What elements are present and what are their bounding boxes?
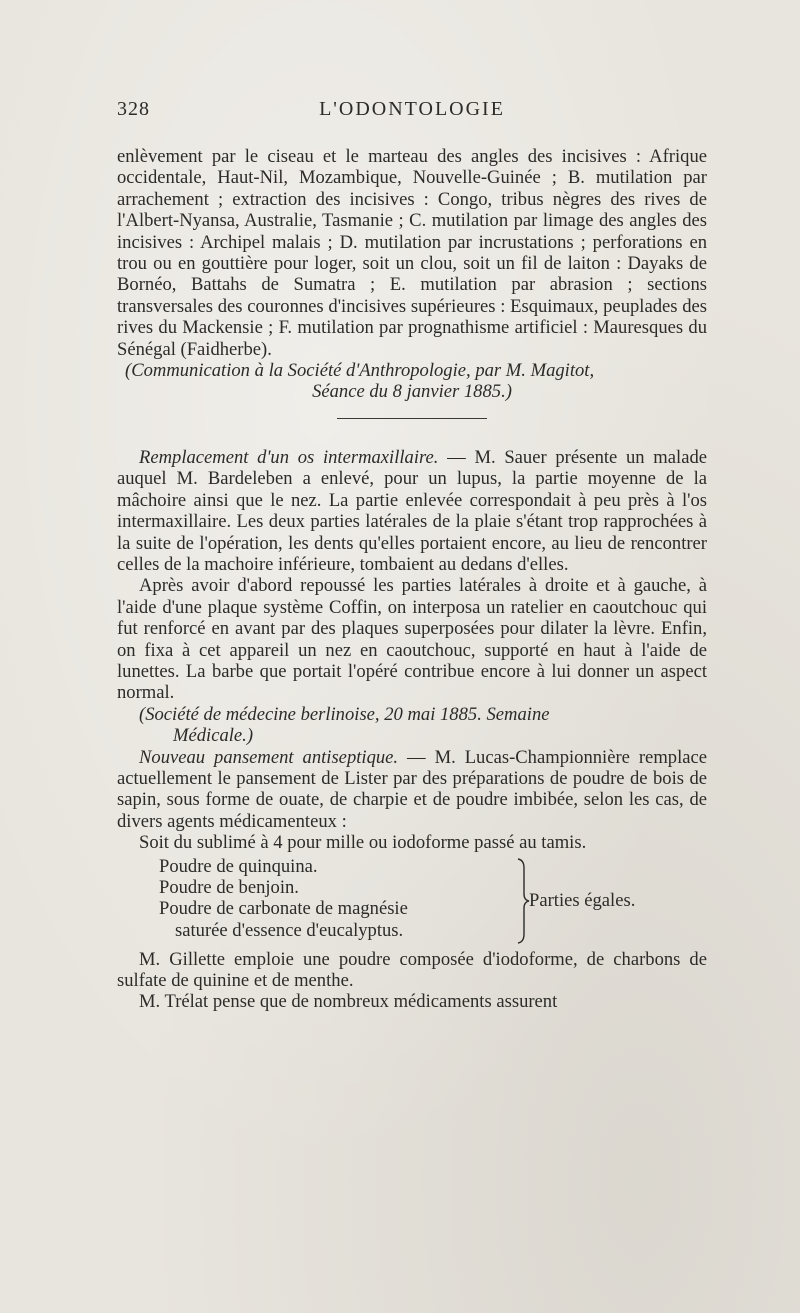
source-anthropologie-line1: (Communication à la Société d'Anthropologie, par M. Magitot, bbox=[125, 360, 595, 382]
paragraph-sublime: Soit du sublimé à 4 pour mille ou iodoforme passé au tamis. bbox=[139, 832, 587, 854]
source-berlin-line2-wrap bbox=[117, 725, 707, 746]
paragraph-mutilations: enlèvement par le ciseau et le marteau des angles des incisives : Afrique occidentale, Haut-Nil, Mozambique, Nouvelle-Guinée ; B. mutilation par arrachement ; extraction des incisives : Congo, tribus nègres des rives de l'Albert-Nyansa, Australie, Tasmanie ; C. mutilation par limage des angles des incisives : Archipel malais ; D. mutilation par incrustations ; perforations en trou ou en gouttière pour loger, soit un clou, soit un fil de laiton : Dayaks de Bornéo, Battahs de Sumatra ; E. mutilation par abrasion ; sections transversales des couronnes d'incisives supérieures : Esquimaux, peuplades des rives du Mackensie ; F. mutilation par prognathisme artificiel : Mauresques du Sénégal (Faidherbe). bbox=[117, 146, 707, 360]
source-anthropologie-line2-wrap bbox=[117, 381, 707, 402]
source-berlin-line1-wrap bbox=[117, 704, 707, 725]
running-head bbox=[117, 98, 707, 128]
page-number: 328 bbox=[117, 98, 150, 120]
source-berlin-line2: Médicale.) bbox=[173, 725, 254, 747]
paragraph-intermaxillaire bbox=[117, 447, 707, 575]
section-divider bbox=[337, 418, 487, 419]
paragraph-gillette: M. Gillette emploie une poudre composée d'iodoforme, de charbons de sulfate de quinine et de menthe. bbox=[117, 948, 707, 991]
paragraph-appareil: Après avoir d'abord repoussé les parties latérales à droite et à gauche, à l'aide d'une plaque système Coffin, on interposa un ratelier en caoutchouc qui fut renforcé en avant par des plaques superposées pour dilater la lèvre. Enfin, on fixa à cet appareil un nez en caoutchouc, supporté en haut à l'aide de lunettes. La barbe que portait l'opéré contribue encore à lui donner un aspect normal. bbox=[117, 575, 707, 704]
formula-lines bbox=[159, 856, 511, 942]
paragraph-pansement-title: Nouveau pansement antiseptique. bbox=[139, 746, 399, 768]
formula-block bbox=[117, 856, 707, 946]
paragraph-pansement-text: — M. Lucas-Championnière remplace actuellement le pansement de Lister par des préparations de poudre de bois de sapin, sous forme de ouate, de charpie et de poudre imbibée, selon les cas, de divers agents médicamenteux : bbox=[117, 746, 707, 832]
paragraph-pansement bbox=[117, 747, 707, 833]
source-berlin-line1: (Société de médecine berlinoise, 20 mai 1885. Semaine bbox=[139, 703, 550, 725]
source-anthropologie bbox=[117, 360, 707, 381]
formula-line-carbonate: Poudre de carbonate de magnésie bbox=[159, 898, 408, 920]
formula-line-benjoin: Poudre de benjoin. bbox=[159, 877, 299, 898]
source-anthropologie-line2: Séance du 8 janvier 1885.) bbox=[312, 381, 512, 403]
paragraph-intermaxillaire-text: — M. Sauer présente un malade auquel M. Bardeleben a enlevé, pour un lupus, la partie moyenne de la mâchoire ainsi que le nez. La partie enlevée correspondait à peu près à l'os intermaxillaire. Les deux parties latérales de la plaie s'étant trop rapprochées à la suite de l'opération, les dents qu'elles portaient encore, au lieu de rencontrer celles de la machoire inférieure, tombaient au dedans d'elles. bbox=[117, 446, 707, 575]
formula-line-quinquina: Poudre de quinquina. bbox=[159, 855, 318, 877]
formula-line-eucalyptus: saturée d'essence d'eucalyptus. bbox=[175, 919, 404, 941]
journal-title: L'ODONTOLOGIE bbox=[319, 98, 505, 120]
formula-parties-egales: Parties égales. bbox=[529, 889, 636, 911]
paragraph-trelat: M. Trélat pense que de nombreux médicaments assurent bbox=[139, 991, 558, 1013]
paragraph-intermaxillaire-title: Remplacement d'un os intermaxillaire. bbox=[139, 446, 439, 468]
body-text bbox=[117, 146, 707, 1013]
